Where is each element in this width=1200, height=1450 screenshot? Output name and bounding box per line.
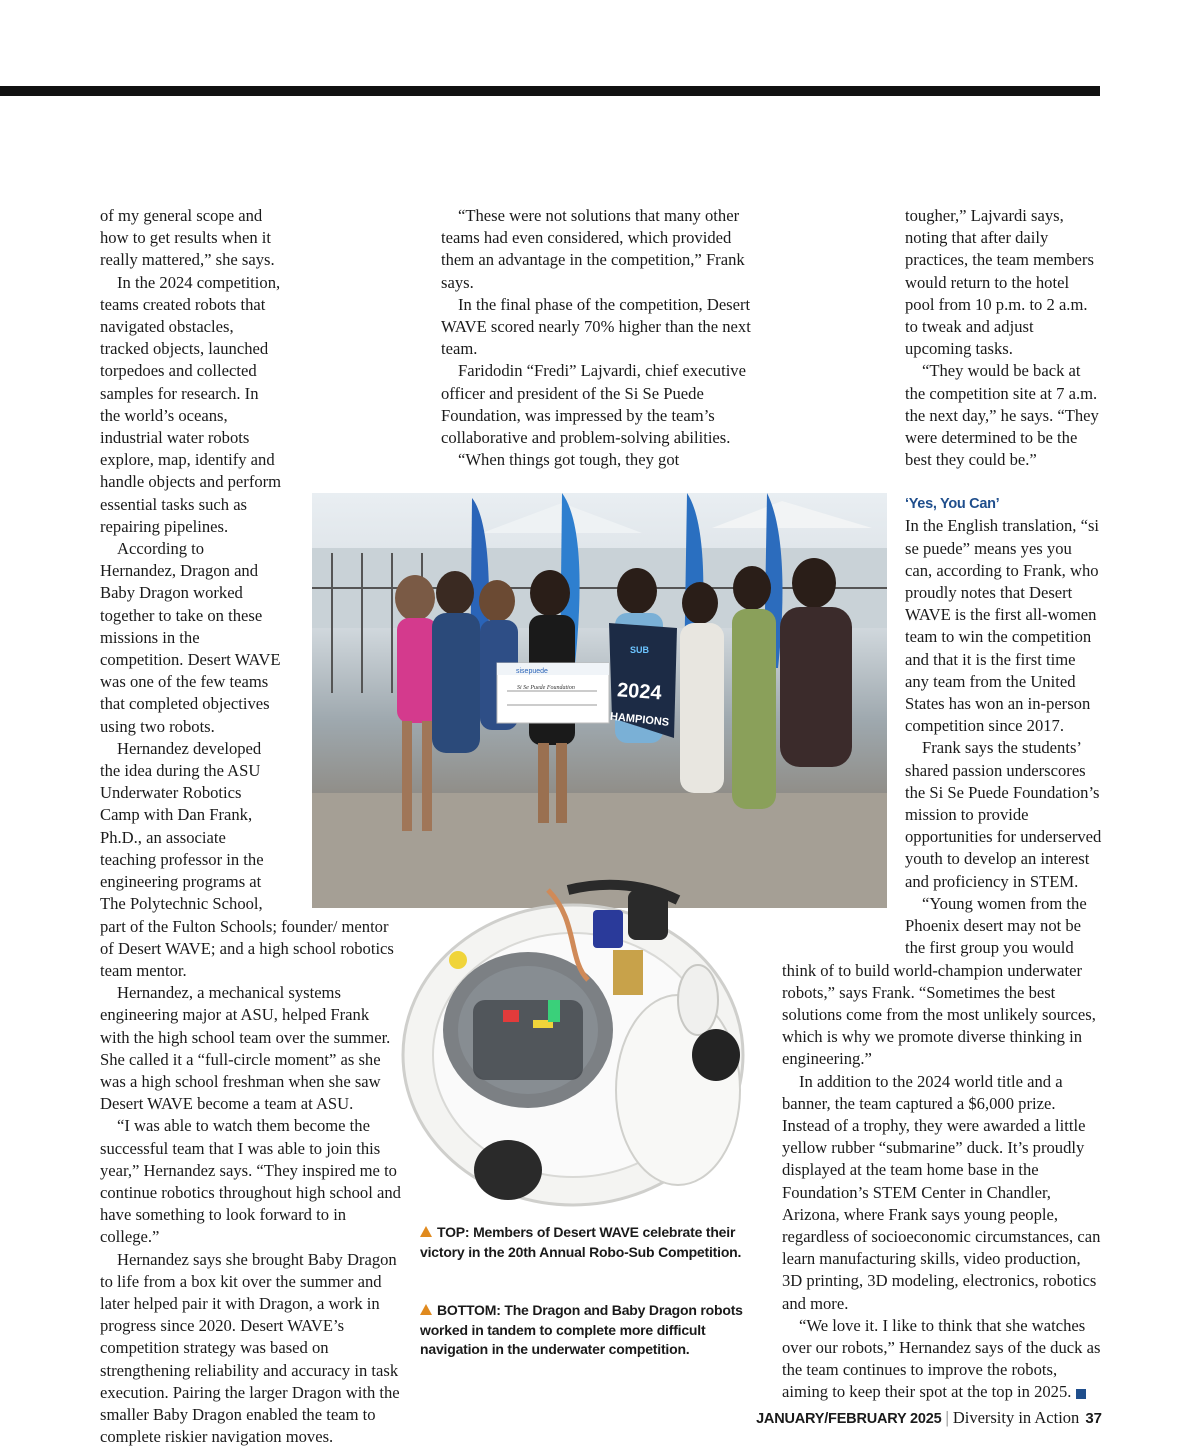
magazine-title: Diversity in Action — [952, 1408, 1080, 1427]
paragraph: “I was able to watch them become the successful team that I was able to join this year,” Hernandez says. “They inspired me to continue robotics throughout high school and have something to look forward to in college.” — [100, 1116, 401, 1247]
paragraph: Hernandez says she brought Baby Dragon to life from a box kit over the summer and later helped pair it with Dragon, a work in progress since 2020. Desert WAVE’s competition strategy was based on strengthening reliability and accuracy in task execution. Pairing the larger Dragon with the smaller Baby Dragon enabled the team to complete riskier navigation moves. — [100, 1249, 400, 1447]
paragraph: Frank says the students’ shared passion underscores the Si Se Puede Foundation’s mission to provide opportunities for underserved youth to develop an interest and proficiency in STEM. — [905, 738, 1102, 891]
page-footer — [756, 1408, 1102, 1428]
paragraph: tougher,” Lajvardi says, noting that after daily practices, the team members would return to the hotel pool from 10 p.m. to 2 a.m. to tweak and adjust upcoming tasks. — [905, 206, 1094, 359]
paragraph: In the 2024 competition, teams created robots that navigated obstacles, tracked objects, launched torpedoes and collected samples for research. In the world’s oceans, industrial water robots explore, map, identify and handle objects and perform essential tasks such as repairing pipelines. — [100, 272, 282, 536]
team-photo — [312, 493, 887, 908]
article-column-2 — [441, 205, 763, 471]
paragraph: of my general scope and how to get results when it really mattered,” she says. — [100, 206, 275, 270]
paragraph: Faridodin “Fredi” Lajvardi, chief executive officer and president of the Si Se Puede Foundation, was impressed by the team’s collaborative and problem-solving abilities. — [441, 361, 746, 448]
triangle-up-icon — [420, 1304, 432, 1315]
paragraph: In the final phase of the competition, Desert WAVE scored nearly 70% higher than the next team. — [441, 294, 751, 359]
paragraph: Hernandez, a mechanical systems engineering major at ASU, helped Frank with the high school team over the summer. She called it a “full-circle moment” as she was a high school freshman when she saw Desert WAVE become a team at ASU. — [100, 983, 391, 1114]
paragraph-text: “We love it. I like to think that she watches over our robots,” Hernandez says of the duck as the team continues to improve the robots, aiming to keep their spot at the top in 2025. — [782, 1315, 1101, 1402]
banner-top: SUB — [630, 645, 650, 655]
paragraph: “They would be back at the competition site at 7 a.m. the next day,” he says. “They were determined to be the best they could be.” — [905, 361, 1099, 470]
banner-year: 2024 — [616, 679, 663, 705]
page-number: 37 — [1085, 1410, 1102, 1427]
team-photo-illustration — [312, 493, 887, 908]
svg-text:sisepuede: sisepuede — [516, 668, 548, 675]
paragraph: “Young women from the Phoenix desert may not be the first group you would think of to build world-champion underwater robots,” says Frank. “Sometimes the best solutions come from the most unlikely sources, which is why we promote diverse thinking in engineering.” — [782, 893, 1096, 1069]
section-subhead: ‘Yes, You Can’ — [905, 496, 1000, 513]
triangle-up-icon — [420, 1226, 432, 1237]
paragraph: “When things got tough, they got — [458, 450, 680, 470]
paragraph: “These were not solutions that many other teams had even considered, which provided them an advantage in the competition,” Frank says. — [441, 206, 745, 292]
robot-photo — [398, 850, 763, 1215]
paragraph: In addition to the 2024 world title and a banner, the team captured a $6,000 prize. Instead of a trophy, they were awarded a little yellow rubber “submarine” duck. It’s proudly displayed at the team home base in the Foundation’s STEM Center in Chandler, Arizona, where Frank says young people, regardless of socioeconomic circumstances, can learn manufacturing skills, video production, 3D printing, 3D modeling, electronics, robotics and more. — [782, 1071, 1101, 1313]
paragraph: According to Hernandez, Dragon and Baby Dragon worked together to take on these missions in the competition. Desert WAVE was one of the few teams that completed objectives using two robots. — [100, 539, 281, 736]
photo-caption-top — [420, 1223, 750, 1262]
banner-text: HAMPIONS — [609, 710, 670, 729]
issue-date: JANUARY/FEBRUARY 2025 — [756, 1411, 942, 1427]
caption-text: TOP: Members of Desert WAVE celebrate their victory in the 20th Annual Robo-Sub Competition. — [420, 1224, 742, 1260]
top-rule — [0, 86, 1100, 96]
check-payee: Si Se Puede Foundation — [517, 685, 575, 691]
caption-text: BOTTOM: The Dragon and Baby Dragon robots worked in tandem to complete more difficult navigation in the underwater competition. — [420, 1302, 743, 1357]
paragraph: In the English translation, “si se puede” means yes you can, according to Frank, who proudly notes that Desert WAVE is the first all-women team to win the competition and that it is the first time any team from the United States has won an in-person competition since 2017. — [905, 516, 1100, 736]
photo-caption-bottom — [420, 1301, 750, 1360]
paragraph — [782, 1315, 1102, 1404]
paragraph: Hernandez developed the idea during the ASU Underwater Robotics Camp with Dan Frank, Ph.D., an associate teaching professor in the engineering programs at The Polytechnic School, part of the Fulton Schools; founder/ mentor of Desert WAVE; and a high school robotics team mentor. — [100, 738, 394, 980]
robot-illustration — [398, 850, 763, 1215]
footer-separator: | — [945, 1408, 949, 1427]
end-mark — [1076, 1389, 1086, 1399]
